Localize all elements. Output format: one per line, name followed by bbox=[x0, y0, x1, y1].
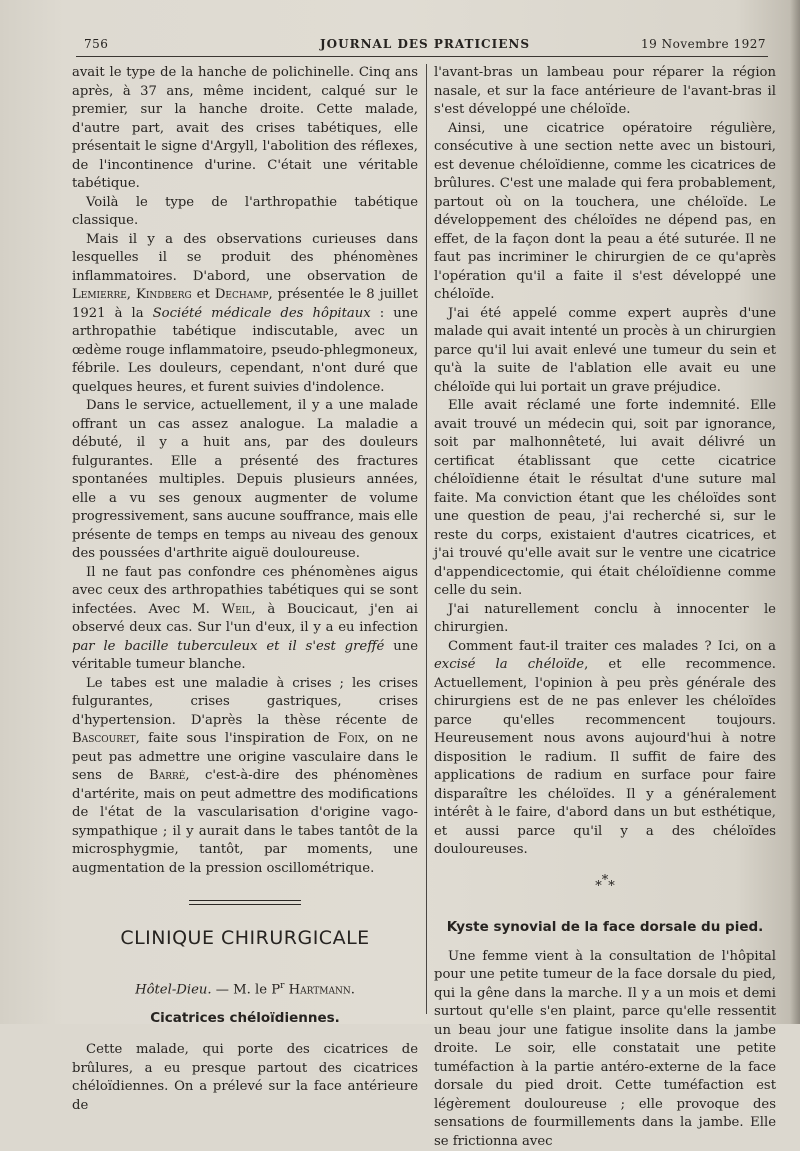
issue-date: 19 Novembre 1927 bbox=[641, 37, 766, 51]
professor-name: Hartmann bbox=[289, 982, 351, 997]
author-name: Dechamp bbox=[215, 287, 269, 302]
section-separator bbox=[189, 900, 301, 905]
paragraph: Voilà le type de l'arthropathie tabétique classique. bbox=[72, 194, 418, 231]
italic-text: par le bacille tuberculeux et il s'est greffé bbox=[72, 639, 384, 654]
left-column bbox=[72, 64, 418, 1115]
paragraph: Le tabes est une maladie à crises ; les crises fulgurantes, crises gastriques, crises d'hypertension. D'après la thèse récente de Bascouret, faite sous l'inspiration de Foix, on ne peut pas admettre une origine vasculaire dans le sens de Barré, c'est-à-dire des phénomènes d'artérite, mais on peut admettre des modifications de l'état de la vascularisation d'origine vago-sympathique ; il y aurait dans le tabes tantôt de la microsphygmie, tantôt, par moments, une augmentation de la pression oscillométrique. bbox=[72, 675, 418, 879]
paragraph: Il ne faut pas confondre ces phénomènes aigus avec ceux des arthropathies tabétiques qui se sont infectées. Avec M. Weil, à Boucicaut, j'en ai observé deux cas. Sur l'un d'eux, il y a eu infection par le bacille tuberculeux et il s'est greffé une véritable tumeur blanche. bbox=[72, 564, 418, 675]
author-name: Foix bbox=[338, 731, 365, 746]
column-divider bbox=[426, 64, 427, 1014]
author-name: Bascouret bbox=[72, 731, 136, 746]
author-name: Barré bbox=[149, 768, 185, 783]
paragraph: Comment faut-il traiter ces malades ? Ici, on a excisé la chéloïde, et elle recommence. Actuellement, l'opinion à peu près générale des chirurgiens est de ne pas enlever les chéloïdes parce qu'elles recommencent toujours. Heureusement nous avons aujourd'hui à notre disposition le radium. Il suffit de faire des applications de radium en surface pour faire disparaître les chéloïdes. Il y a généralement intérêt à le faire, d'abord dans un but esthétique, et aussi parce qu'il y a des chéloïdes douloureuses. bbox=[434, 638, 776, 860]
article-subtitle: Cicatrices chéloïdiennes. bbox=[72, 1009, 418, 1027]
society-name: Société médicale des hôpitaux bbox=[153, 306, 371, 321]
paragraph: Elle avait réclamé une forte indemnité. Elle avait trouvé un médecin qui, soit par ignorance, soit par malhonnêteté, lui avait délivré un certificat établissant que cette cicatrice chéloïdienne était le résultat d'une suture mal faite. Ma conviction étant que les chéloïdes sont une question de peau, j'ai recherché si, sur le reste du corps, existaient d'autres cicatrices, et j'ai trouvé qu'elle avait sur le ventre une cicatrice d'appendicectomie, qui était chéloïdienne comme celle du sein. bbox=[434, 397, 776, 601]
italic-text: excisé la chéloïde bbox=[434, 657, 584, 672]
hospital-name: Hôtel-Dieu. bbox=[135, 982, 212, 997]
running-header bbox=[84, 34, 766, 54]
page-edge-shadow bbox=[790, 0, 800, 1024]
author-name: Weil bbox=[222, 602, 252, 617]
author-name: Kindberg bbox=[136, 287, 192, 302]
page-number: 756 bbox=[84, 37, 108, 51]
paragraph: Cette malade, qui porte des cicatrices de brûlures, a eu presque partout des cicatrices chéloïdiennes. On a prélevé sur la face antérieure de bbox=[72, 1041, 418, 1115]
article-subtitle: Kyste synovial de la face dorsale du pied. bbox=[434, 918, 776, 936]
paragraph: l'avant-bras un lambeau pour réparer la région nasale, et sur la face antérieure de l'avant-bras il s'est développé une chéloïde. bbox=[434, 64, 776, 120]
section-title: CLINIQUE CHIRURGICALE bbox=[72, 927, 418, 949]
paragraph: J'ai naturellement conclu à innocenter le chirurgien. bbox=[434, 601, 776, 638]
paragraph: Ainsi, une cicatrice opératoire régulière, consécutive à une section nette avec un bistouri, est devenue chéloïdienne, comme les cicatrices de brûlures. C'est une malade qui fera probablement, partout où on la touchera, une chéloïde. Le développement des chéloïdes ne dépend pas, en effet, de la façon dont la peau a été suturée. Il ne faut pas incriminer le chirurgien de ce qu'après l'opération qu'il a faite il s'est développé une chéloïde. bbox=[434, 120, 776, 305]
paragraph: avait le type de la hanche de polichinelle. Cinq ans après, à 37 ans, même incident, calqué sur le premier, sur la hanche droite. Cette malade, d'autre part, avait des crises tabétiques, elle présentait le signe d'Argyll, l'abolition des réflexes, de l'incontinence d'urine. C'était une véritable tabétique. bbox=[72, 64, 418, 194]
hospital-line: Hôtel-Dieu. — M. le $P^r$ Hartmann. bbox=[72, 977, 418, 999]
asterism-separator: *** bbox=[434, 880, 776, 900]
journal-title: JOURNAL DES PRATICIENS bbox=[84, 37, 766, 51]
paragraph: Une femme vient à la consultation de l'hôpital pour une petite tumeur de la face dorsale du pied, qui la gêne dans la marche. Il y a un mois et demi surtout qu'elle s'en plaint, parce qu'elle ressentit un beau jour une fatigue insolite dans la jambe droite. Le soir, elle constatait une petite tuméfaction à la partie antéro-externe de la face dorsale du pied droit. Cette tuméfaction est légèrement douloureuse ; elle provoque des sensations de fourmillements dans la jambe. Elle se frictionna avec bbox=[434, 948, 776, 1151]
paragraph: Dans le service, actuellement, il y a une malade offrant un cas assez analogue. La maladie a débuté, il y a huit ans, par des douleurs fulgurantes. Elle a présenté des fractures spontanées multiples. Depuis plusieurs années, elle a vu ses genoux augmenter de volume progressivement, sans aucune souffrance, mais elle présente de temps en temps au niveau des genoux des poussées d'arthrite aiguë douloureuse. bbox=[72, 397, 418, 564]
author-name: Lemierre bbox=[72, 287, 127, 302]
right-column bbox=[434, 64, 776, 1151]
header-rule bbox=[76, 56, 768, 57]
paragraph: J'ai été appelé comme expert auprès d'une malade qui avait intenté un procès à un chirurgien parce qu'il lui avait enlevé une tumeur du sein et qu'à la suite de l'ablation elle avait eu une chéloïde qui lui portait un grave préjudice. bbox=[434, 305, 776, 398]
paragraph: Mais il y a des observations curieuses dans lesquelles il se produit des phénomènes inflammatoires. D'abord, une observation de Lemierre, Kindberg et Dechamp, présentée le 8 juillet 1921 à la Société médicale des hôpitaux : une arthropathie tabétique indiscutable, avec un œdème rouge inflammatoire, pseudo-phlegmoneux, fébrile. Les douleurs, cependant, n'ont duré que quelques heures, et furent suivies d'indolence. bbox=[72, 231, 418, 398]
